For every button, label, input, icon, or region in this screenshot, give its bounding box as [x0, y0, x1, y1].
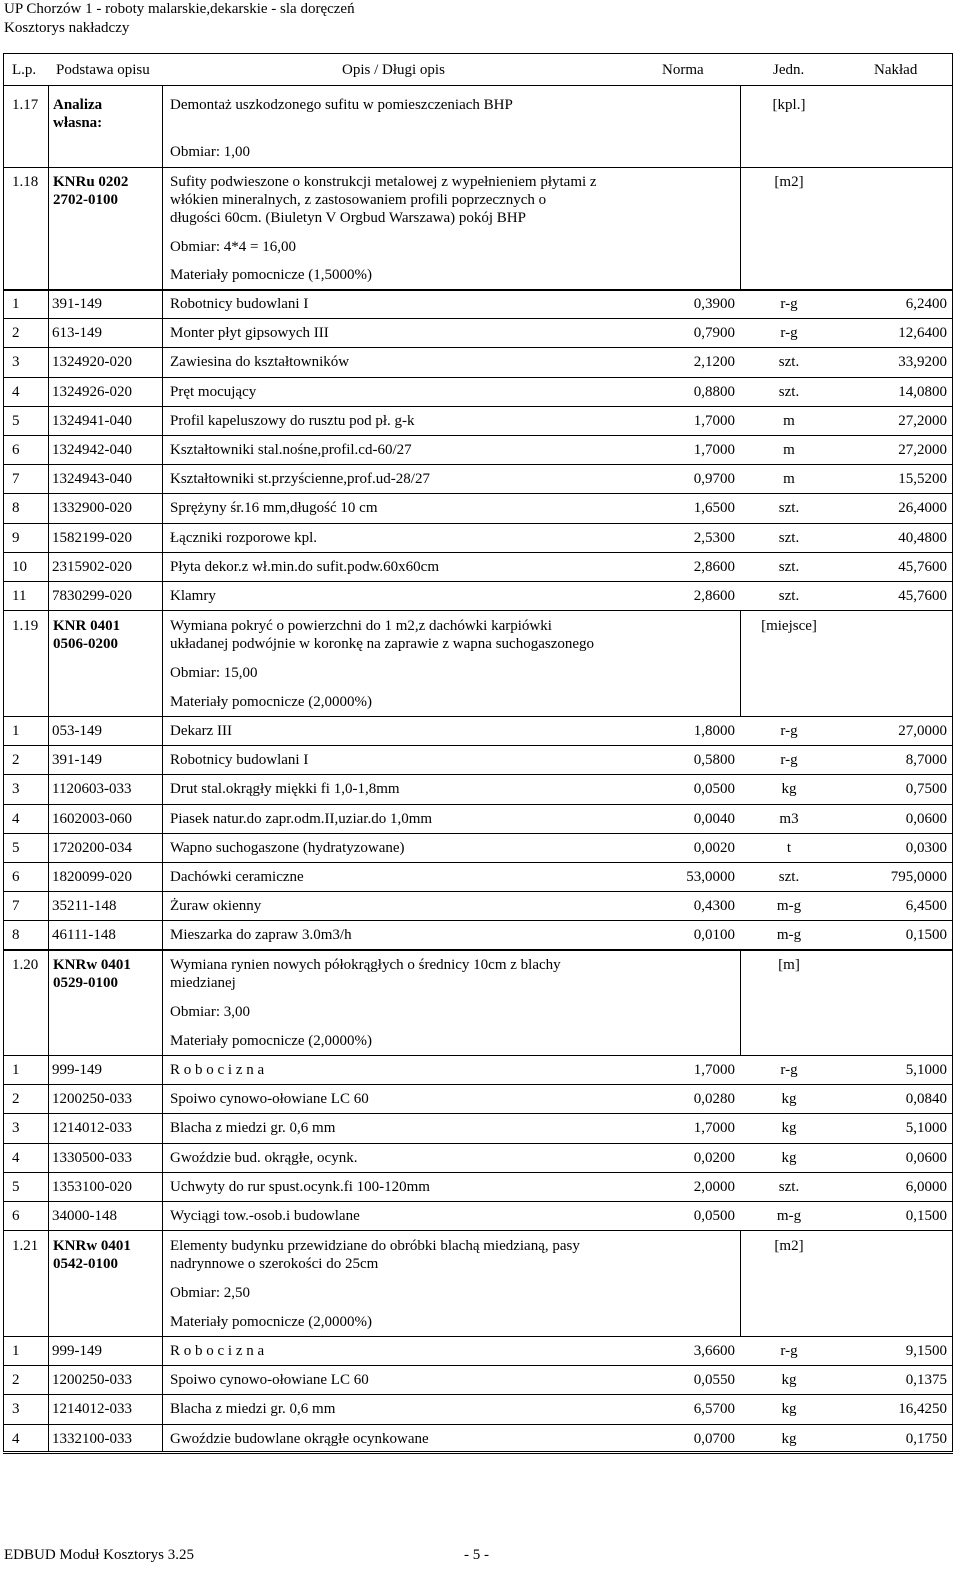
resource-row-number: 6: [12, 1208, 20, 1224]
resource-unit: szt.: [778, 530, 800, 546]
resource-code: 1120603-033: [52, 781, 132, 797]
resource-row-number: 10: [12, 559, 27, 575]
position-basis: KNRw 0401: [53, 1238, 131, 1254]
resource-unit: kg: [781, 1372, 797, 1388]
resource-row-number: 3: [12, 354, 20, 370]
resource-quantity: 16,4250: [898, 1401, 947, 1417]
resource-norm: 2,5300: [693, 530, 735, 546]
position-number: 1.18: [12, 174, 39, 190]
resource-row-number: 3: [12, 1120, 20, 1136]
position-description: układanej podwójnie w koronkę na zaprawie z wapna suchogaszonego: [170, 636, 595, 652]
position-description: miedzianej: [170, 975, 236, 991]
col-header-qty: Nakład: [874, 62, 918, 78]
resource-name: Robotnicy budowlani I: [170, 752, 309, 768]
resource-code: 1332100-033: [52, 1431, 132, 1447]
resource-norm: 1,7000: [693, 1120, 735, 1136]
row-divider: [3, 377, 953, 378]
resource-quantity: 6,4500: [905, 898, 947, 914]
resource-quantity: 14,0800: [898, 384, 947, 400]
resource-quantity: 0,0600: [905, 811, 947, 827]
resource-unit: szt.: [778, 588, 800, 604]
resource-code: 391-149: [52, 752, 102, 768]
col-header-desc: Opis / Długi opis: [342, 62, 445, 78]
resource-unit: m: [783, 471, 795, 487]
resource-norm: 0,0550: [693, 1372, 735, 1388]
position-measure: Obmiar: 4*4 = 16,00: [170, 239, 296, 255]
row-divider: [3, 1113, 953, 1114]
resource-row-number: 1: [12, 296, 20, 312]
resource-name: Dachówki ceramiczne: [170, 869, 304, 885]
resource-code: 2315902-020: [52, 559, 132, 575]
resource-name: Sprężyny śr.16 mm,długość 10 cm: [170, 500, 378, 516]
resource-quantity: 6,0000: [905, 1179, 947, 1195]
resource-norm: 1,6500: [693, 500, 735, 516]
resource-name: Uchwyty do rur spust.ocynk.fi 100-120mm: [170, 1179, 430, 1195]
column-divider-lp: [48, 1055, 49, 1231]
resource-quantity: 0,1500: [905, 1208, 947, 1224]
resource-quantity: 33,9200: [898, 354, 947, 370]
row-divider: [3, 920, 953, 921]
resource-name: Spoiwo cynowo-ołowiane LC 60: [170, 1091, 369, 1107]
position-number: 1.19: [12, 618, 39, 634]
row-divider: [3, 774, 953, 775]
resource-unit: r-g: [780, 752, 798, 768]
position-measure: Obmiar: 3,00: [170, 1004, 250, 1020]
resource-row-number: 3: [12, 1401, 20, 1417]
column-divider-basis: [162, 290, 163, 611]
position-divider: [3, 167, 953, 168]
resource-unit: szt.: [778, 500, 800, 516]
resource-quantity: 27,0000: [898, 723, 947, 739]
resource-name: Profil kapeluszowy do rusztu pod pł. g-k: [170, 413, 415, 429]
position-description: Wymiana pokryć o powierzchni do 1 m2,z dachówki karpiówki: [170, 618, 552, 634]
position-number: 1.17: [12, 97, 39, 113]
resource-code: 1332900-020: [52, 500, 132, 516]
header-title: UP Chorzów 1 - roboty malarskie,dekarskie - sla doręczeń: [4, 1, 355, 17]
position-measure: Obmiar: 2,50: [170, 1285, 250, 1301]
position-number: 1.20: [12, 957, 39, 973]
resource-unit: r-g: [780, 1343, 798, 1359]
position-description: włókien mineralnych, z zastosowaniem profili poprzecznych o: [170, 192, 547, 208]
resource-code: 1582199-020: [52, 530, 132, 546]
resource-norm: 0,0200: [693, 1150, 735, 1166]
resource-norm: 0,0500: [693, 781, 735, 797]
resource-unit: szt.: [778, 1179, 800, 1195]
resource-norm: 0,0500: [693, 1208, 735, 1224]
resource-norm: 0,0700: [693, 1431, 735, 1447]
resource-name: Kształtowniki st.przyścienne,prof.ud-28/27: [170, 471, 430, 487]
resource-row-number: 2: [12, 752, 20, 768]
row-divider: [3, 435, 953, 436]
position-basis: 0506-0200: [53, 636, 118, 652]
resource-norm: 2,0000: [693, 1179, 735, 1195]
position-unit: [m2]: [774, 174, 804, 190]
resource-row-number: 4: [12, 1150, 20, 1166]
resource-name: Robotnicy budowlani I: [170, 296, 309, 312]
row-divider: [3, 406, 953, 407]
column-divider-lp: [48, 1336, 49, 1452]
resource-norm: 0,8800: [693, 384, 735, 400]
row-divider: [3, 581, 953, 582]
resource-row-number: 2: [12, 325, 20, 341]
row-divider: [3, 1230, 953, 1231]
resource-code: 1324943-040: [52, 471, 132, 487]
resource-norm: 0,0040: [693, 811, 735, 827]
resource-quantity: 45,7600: [898, 559, 947, 575]
resource-unit: r-g: [780, 723, 798, 739]
row-divider: [3, 1424, 953, 1425]
resource-code: 999-149: [52, 1062, 102, 1078]
document-header: [4, 0, 355, 38]
resource-unit: kg: [781, 1091, 797, 1107]
resource-code: 1214012-033: [52, 1120, 132, 1136]
resource-norm: 1,7000: [693, 1062, 735, 1078]
row-divider: [3, 290, 953, 291]
resource-unit: m-g: [776, 1208, 802, 1224]
row-divider: [3, 1084, 953, 1085]
resource-row-number: 6: [12, 442, 20, 458]
resource-code: 1214012-033: [52, 1401, 132, 1417]
col-header-lp: L.p.: [12, 62, 37, 78]
resource-code: 391-149: [52, 296, 102, 312]
resource-name: Drut stal.okrągły miękki fi 1,0-1,8mm: [170, 781, 400, 797]
row-divider: [3, 862, 953, 863]
position-unit: [m]: [778, 957, 800, 973]
row-divider: [3, 464, 953, 465]
resource-quantity: 6,2400: [905, 296, 947, 312]
resource-quantity: 9,1500: [905, 1343, 947, 1359]
resource-quantity: 12,6400: [898, 325, 947, 341]
column-divider-lp: [48, 290, 49, 611]
resource-unit: kg: [781, 1150, 797, 1166]
resource-row-number: 6: [12, 869, 20, 885]
resource-norm: 2,8600: [693, 559, 735, 575]
row-divider: [3, 891, 953, 892]
resource-name: Pręt mocujący: [170, 384, 257, 400]
position-basis: 0529-0100: [53, 975, 118, 991]
resource-unit: m-g: [776, 927, 802, 943]
resource-code: 1324920-020: [52, 354, 132, 370]
resource-code: 7830299-020: [52, 588, 132, 604]
resource-name: Monter płyt gipsowych III: [170, 325, 329, 341]
resource-row-number: 9: [12, 530, 20, 546]
resource-norm: 0,0020: [693, 840, 735, 856]
resource-unit: m-g: [776, 898, 802, 914]
resource-row-number: 4: [12, 384, 20, 400]
resource-row-number: 2: [12, 1372, 20, 1388]
position-description: Elementy budynku przewidziane do obróbki blachą miedzianą, pasy: [170, 1238, 580, 1254]
resource-code: 1200250-033: [52, 1091, 132, 1107]
resource-code: 999-149: [52, 1343, 102, 1359]
row-divider: [3, 523, 953, 524]
position-basis: 2702-0100: [53, 192, 118, 208]
resource-quantity: 0,0840: [905, 1091, 947, 1107]
position-number: 1.21: [12, 1238, 39, 1254]
resource-row-number: 8: [12, 927, 20, 943]
resource-name: Kształtowniki stal.nośne,profil.cd-60/27: [170, 442, 412, 458]
resource-quantity: 5,1000: [905, 1062, 947, 1078]
resource-name: Blacha z miedzi gr. 0,6 mm: [170, 1401, 336, 1417]
footer-page-number: - 5 -: [464, 1547, 489, 1563]
resource-name: Zawiesina do kształtowników: [170, 354, 350, 370]
row-divider: [3, 745, 953, 746]
resource-row-number: 1: [12, 723, 20, 739]
position-basis: własna:: [53, 115, 103, 131]
resource-norm: 0,7900: [693, 325, 735, 341]
resource-unit: kg: [781, 1120, 797, 1136]
resource-unit: kg: [781, 1401, 797, 1417]
resource-row-number: 4: [12, 811, 20, 827]
resource-row-number: 8: [12, 500, 20, 516]
resource-unit: szt.: [778, 384, 800, 400]
row-divider: [3, 1143, 953, 1144]
resource-row-number: 7: [12, 471, 20, 487]
resource-quantity: 27,2000: [898, 442, 947, 458]
resource-name: Wapno suchogaszone (hydratyzowane): [170, 840, 405, 856]
resource-row-number: 7: [12, 898, 20, 914]
position-basis: Analiza: [53, 97, 103, 113]
row-divider: [3, 610, 953, 611]
resource-norm: 53,0000: [686, 869, 735, 885]
auxiliary-materials: Materiały pomocnicze (1,5000%): [170, 267, 373, 283]
resource-code: 1602003-060: [52, 811, 132, 827]
row-divider: [3, 949, 953, 950]
resource-name: Płyta dekor.z wł.min.do sufit.podw.60x60cm: [170, 559, 440, 575]
resource-unit: m3: [779, 811, 799, 827]
resource-code: 1324941-040: [52, 413, 132, 429]
resource-unit: kg: [781, 781, 797, 797]
position-basis: KNRu 0202: [53, 174, 129, 190]
resource-unit: r-g: [780, 296, 798, 312]
resource-quantity: 26,4000: [898, 500, 947, 516]
resource-name: Żuraw okienny: [170, 898, 262, 914]
resource-name: R o b o c i z n a: [170, 1062, 265, 1078]
resource-code: 613-149: [52, 325, 102, 341]
resource-name: Dekarz III: [170, 723, 233, 739]
row-divider: [3, 1365, 953, 1366]
resource-code: 1330500-033: [52, 1150, 132, 1166]
header-subtitle: Kosztorys nakładczy: [4, 20, 130, 36]
resource-row-number: 3: [12, 781, 20, 797]
resource-quantity: 40,4800: [898, 530, 947, 546]
resource-quantity: 795,0000: [890, 869, 947, 885]
resource-norm: 1,8000: [693, 723, 735, 739]
resource-unit: r-g: [780, 1062, 798, 1078]
resource-code: 34000-148: [52, 1208, 117, 1224]
resource-norm: 2,8600: [693, 588, 735, 604]
col-header-norm: Norma: [662, 62, 704, 78]
resource-quantity: 15,5200: [898, 471, 947, 487]
resource-quantity: 27,2000: [898, 413, 947, 429]
col-header-unit: Jedn.: [773, 62, 805, 78]
resource-quantity: 0,1500: [905, 927, 947, 943]
resource-norm: 0,9700: [693, 471, 735, 487]
resource-quantity: 0,0600: [905, 1150, 947, 1166]
resource-quantity: 0,0300: [905, 840, 947, 856]
position-unit: [kpl.]: [772, 97, 806, 113]
row-divider: [3, 833, 953, 834]
resource-name: Blacha z miedzi gr. 0,6 mm: [170, 1120, 336, 1136]
resource-unit: r-g: [780, 325, 798, 341]
position-basis: 0542-0100: [53, 1256, 118, 1272]
footer-software: EDBUD Moduł Kosztorys 3.25: [4, 1547, 194, 1563]
position-basis: KNR 0401: [53, 618, 121, 634]
position-description: długości 60cm. (Biuletyn V Orgbud Warszawa) pokój BHP: [170, 210, 526, 226]
resource-row-number: 4: [12, 1431, 20, 1447]
row-divider: [3, 950, 953, 951]
position-description: nadrynnowe o szerokości do 25cm: [170, 1256, 379, 1272]
row-divider: [3, 552, 953, 553]
column-divider-basis: [162, 1055, 163, 1231]
resource-code: 46111-148: [52, 927, 116, 943]
resource-code: 35211-148: [52, 898, 117, 914]
row-divider: [3, 804, 953, 805]
resource-norm: 6,5700: [693, 1401, 735, 1417]
resource-name: Piasek natur.do zapr.odm.II,uziar.do 1,0mm: [170, 811, 433, 827]
auxiliary-materials: Materiały pomocnicze (2,0000%): [170, 1033, 373, 1049]
resource-row-number: 5: [12, 1179, 20, 1195]
resource-name: Łączniki rozporowe kpl.: [170, 530, 318, 546]
row-divider: [3, 1336, 953, 1337]
resource-code: 1324926-020: [52, 384, 132, 400]
resource-code: 1200250-033: [52, 1372, 132, 1388]
column-divider-lp: [48, 716, 49, 950]
resource-quantity: 5,1000: [905, 1120, 947, 1136]
resource-unit: szt.: [778, 559, 800, 575]
resource-unit: t: [786, 840, 792, 856]
position-description: Demontaż uszkodzonego sufitu w pomieszczeniach BHP: [170, 97, 513, 113]
resource-norm: 0,4300: [693, 898, 735, 914]
resource-norm: 1,7000: [693, 413, 735, 429]
resource-norm: 3,6600: [693, 1343, 735, 1359]
resource-row-number: 5: [12, 413, 20, 429]
position-basis: KNRw 0401: [53, 957, 131, 973]
resource-unit: m: [783, 413, 795, 429]
position-unit: [miejsce]: [761, 618, 817, 634]
row-divider: [3, 1453, 953, 1454]
column-divider-basis: [162, 716, 163, 950]
resource-unit: m: [783, 442, 795, 458]
resource-name: R o b o c i z n a: [170, 1343, 265, 1359]
resource-code: 1353100-020: [52, 1179, 132, 1195]
resource-unit: kg: [781, 1431, 797, 1447]
resource-name: Mieszarka do zapraw 3.0m3/h: [170, 927, 352, 943]
resource-norm: 1,7000: [693, 442, 735, 458]
resource-code: 1820099-020: [52, 869, 132, 885]
resource-code: 1324942-040: [52, 442, 132, 458]
resource-quantity: 0,1750: [905, 1431, 947, 1447]
position-unit: [m2]: [774, 1238, 804, 1254]
position-measure: Obmiar: 15,00: [170, 665, 258, 681]
position-description: Wymiana rynien nowych półokrągłych o średnicy 10cm z blachy: [170, 957, 561, 973]
row-divider: [3, 493, 953, 494]
row-divider: [3, 347, 953, 348]
resource-name: Wyciągi tow.-osob.i budowlane: [170, 1208, 360, 1224]
position-measure: Obmiar: 1,00: [170, 144, 250, 160]
resource-quantity: 0,7500: [905, 781, 947, 797]
resource-row-number: 1: [12, 1343, 20, 1359]
resource-code: 053-149: [52, 723, 102, 739]
auxiliary-materials: Materiały pomocnicze (2,0000%): [170, 1314, 373, 1330]
resource-norm: 0,0100: [693, 927, 735, 943]
resource-quantity: 0,1375: [905, 1372, 947, 1388]
row-divider: [3, 1055, 953, 1056]
column-divider-basis: [162, 1336, 163, 1452]
resource-code: 1720200-034: [52, 840, 132, 856]
resource-name: Klamry: [170, 588, 216, 604]
col-header-basis: Podstawa opisu: [56, 62, 150, 78]
row-divider: [3, 1201, 953, 1202]
row-divider: [3, 1172, 953, 1173]
resource-quantity: 45,7600: [898, 588, 947, 604]
row-divider: [3, 1394, 953, 1395]
resource-row-number: 5: [12, 840, 20, 856]
resource-norm: 0,0280: [693, 1091, 735, 1107]
resource-name: Gwoździe budowlane okrągłe ocynkowane: [170, 1431, 429, 1447]
resource-row-number: 1: [12, 1062, 20, 1078]
resource-unit: szt.: [778, 354, 800, 370]
resource-norm: 0,5800: [693, 752, 735, 768]
resource-quantity: 8,7000: [905, 752, 947, 768]
resource-row-number: 2: [12, 1091, 20, 1107]
resource-norm: 2,1200: [693, 354, 735, 370]
resource-name: Gwoździe bud. okrągłe, ocynk.: [170, 1150, 358, 1166]
position-description: Sufity podwieszone o konstrukcji metalowej z wypełnieniem płytami z: [170, 174, 597, 190]
resource-unit: szt.: [778, 869, 800, 885]
auxiliary-materials: Materiały pomocnicze (2,0000%): [170, 694, 373, 710]
row-divider: [3, 716, 953, 717]
resource-norm: 0,3900: [693, 296, 735, 312]
header-divider: [3, 85, 953, 86]
resource-row-number: 11: [12, 588, 27, 604]
row-divider: [3, 318, 953, 319]
resource-name: Spoiwo cynowo-ołowiane LC 60: [170, 1372, 369, 1388]
